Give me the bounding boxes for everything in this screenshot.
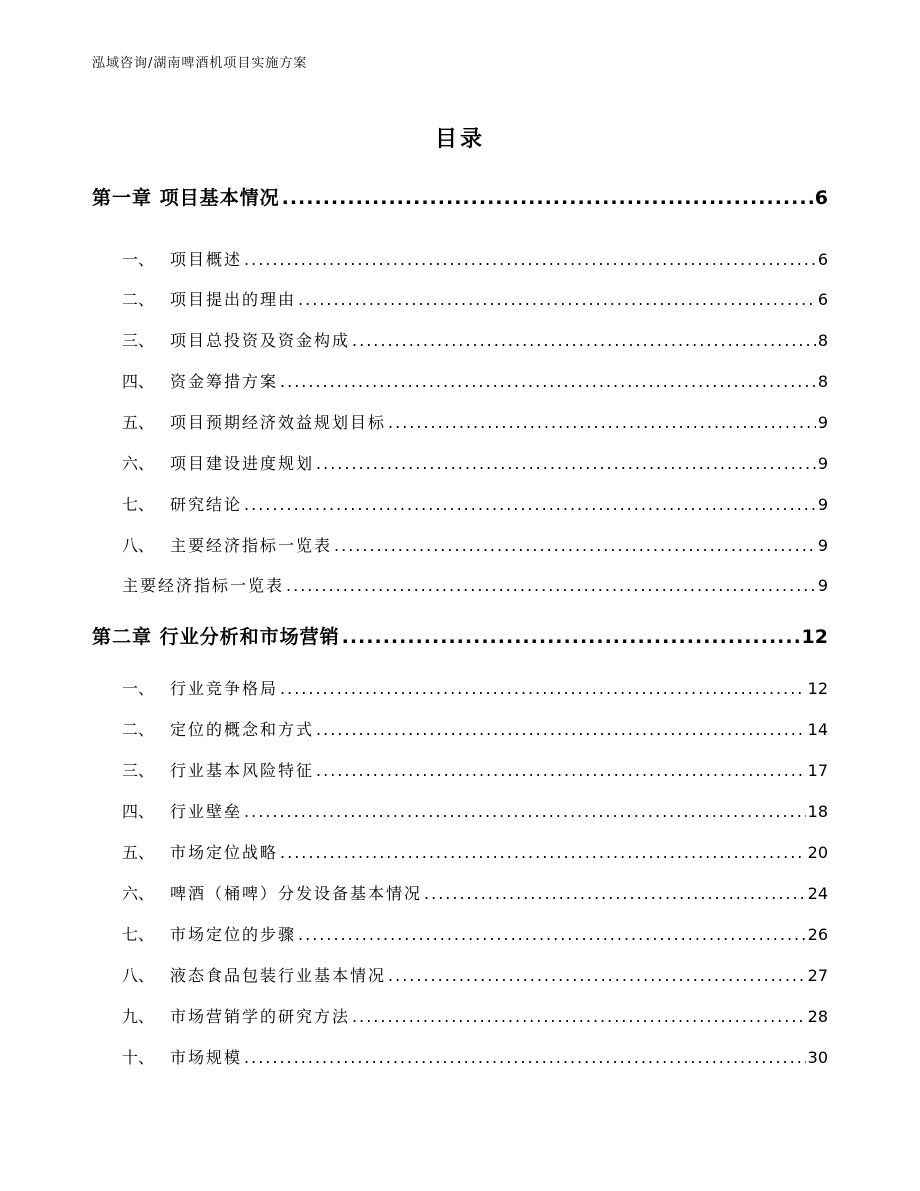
- dot-leader: [282, 187, 813, 209]
- dot-leader: [244, 250, 816, 269]
- dot-leader: [298, 925, 806, 944]
- page-number: 28: [807, 1007, 828, 1026]
- toc-title: 目录: [434, 127, 485, 152]
- section-title: 项目总投资及资金构成: [170, 331, 351, 350]
- toc-entry[interactable]: [122, 410, 828, 433]
- page-number: 12: [801, 626, 828, 648]
- section-number: 八、: [122, 536, 155, 555]
- dot-leader: [424, 884, 806, 903]
- page-number: 24: [807, 884, 828, 903]
- section-number: 四、: [122, 372, 155, 391]
- dot-leader: [244, 1048, 806, 1067]
- section-number: 二、: [122, 290, 155, 309]
- section-number: 一、: [122, 250, 155, 269]
- page-number: 9: [817, 536, 828, 555]
- toc-entry[interactable]: [122, 451, 828, 474]
- section-number: 五、: [122, 843, 155, 862]
- page-number: 12: [807, 679, 828, 698]
- page-number: 20: [807, 843, 828, 862]
- section-number: 十、: [122, 1048, 155, 1067]
- section-title: 市场规模: [170, 1048, 243, 1067]
- dot-leader: [316, 720, 806, 739]
- dot-leader: [388, 413, 816, 432]
- section-number: 六、: [122, 454, 155, 473]
- page-number: 26: [807, 925, 828, 944]
- toc-entry[interactable]: [122, 676, 828, 699]
- page-number: 9: [817, 576, 828, 595]
- chapter-title: 第一章 项目基本情况: [92, 187, 280, 209]
- section-title: 市场营销学的研究方法: [170, 1007, 351, 1026]
- section-title: 项目预期经济效益规划目标: [170, 413, 387, 432]
- dot-leader: [352, 1007, 806, 1026]
- chapter-title: 第二章 行业分析和市场营销: [92, 626, 340, 648]
- toc-entry[interactable]: [122, 840, 828, 863]
- section-title: 资金筹措方案: [170, 372, 279, 391]
- dot-leader: [280, 843, 806, 862]
- dot-leader: [298, 290, 816, 309]
- dot-leader: [280, 372, 816, 391]
- dot-leader: [280, 679, 806, 698]
- page-number: 9: [817, 413, 828, 432]
- toc-entry[interactable]: [122, 922, 828, 945]
- page-number: 17: [807, 761, 828, 780]
- section-number: 三、: [122, 331, 155, 350]
- toc-entry[interactable]: [122, 328, 828, 351]
- toc-entry[interactable]: [122, 492, 828, 515]
- page-number: 8: [817, 372, 828, 391]
- page-number: 30: [807, 1048, 828, 1067]
- page-number: 6: [817, 290, 828, 309]
- section-number: 八、: [122, 966, 155, 985]
- dot-leader: [316, 454, 816, 473]
- page-number: 6: [817, 250, 828, 269]
- dot-leader: [342, 626, 800, 648]
- dot-leader: [334, 536, 816, 555]
- section-number: 五、: [122, 413, 155, 432]
- section-title: 定位的概念和方式: [170, 720, 315, 739]
- page-number: 6: [814, 187, 828, 209]
- section-title: 项目概述: [170, 250, 243, 269]
- section-number: 四、: [122, 802, 155, 821]
- toc-entry[interactable]: [122, 247, 828, 270]
- section-title: 行业竞争格局: [170, 679, 279, 698]
- dot-leader: [244, 495, 816, 514]
- toc-entry[interactable]: [122, 758, 828, 781]
- section-title: 市场定位的步骤: [170, 925, 297, 944]
- toc-entry[interactable]: [122, 717, 828, 740]
- toc-entry[interactable]: [122, 881, 828, 904]
- toc-chapter-1[interactable]: [92, 183, 828, 210]
- dot-leader: [286, 576, 816, 595]
- toc-entry[interactable]: [122, 799, 828, 822]
- section-number: 二、: [122, 720, 155, 739]
- toc-entry[interactable]: [122, 533, 828, 556]
- section-number: 七、: [122, 925, 155, 944]
- dot-leader: [388, 966, 806, 985]
- section-title: 行业基本风险特征: [170, 761, 315, 780]
- section-title: 项目提出的理由: [170, 290, 297, 309]
- page-number: 18: [807, 802, 828, 821]
- toc-entry[interactable]: [122, 573, 828, 596]
- section-number: 九、: [122, 1007, 155, 1026]
- section-number: 七、: [122, 495, 155, 514]
- dot-leader: [316, 761, 806, 780]
- section-title: 行业壁垒: [170, 802, 243, 821]
- toc-entry[interactable]: [122, 369, 828, 392]
- section-title: 液态食品包装行业基本情况: [170, 966, 387, 985]
- section-title: 项目建设进度规划: [170, 454, 315, 473]
- section-number: 六、: [122, 884, 155, 903]
- page-number: 9: [817, 495, 828, 514]
- running-header: 泓域咨询/湖南啤酒机项目实施方案: [92, 56, 308, 71]
- toc-entry[interactable]: [122, 1004, 828, 1027]
- section-number: 三、: [122, 761, 155, 780]
- page-number: 9: [817, 454, 828, 473]
- section-number: 一、: [122, 679, 155, 698]
- toc-entry[interactable]: [122, 963, 828, 986]
- toc-entry[interactable]: [122, 287, 828, 310]
- toc-entry[interactable]: [122, 1045, 828, 1068]
- page-number: 14: [807, 720, 828, 739]
- section-title: 市场定位战略: [170, 843, 279, 862]
- section-title: 啤酒（桶啤）分发设备基本情况: [170, 884, 423, 903]
- section-title: 研究结论: [170, 495, 243, 514]
- section-title: 主要经济指标一览表: [170, 536, 333, 555]
- dot-leader: [352, 331, 816, 350]
- dot-leader: [244, 802, 806, 821]
- section-title: 主要经济指标一览表: [122, 576, 285, 595]
- page-number: 8: [817, 331, 828, 350]
- toc-chapter-2[interactable]: [92, 622, 828, 649]
- page-number: 27: [807, 966, 828, 985]
